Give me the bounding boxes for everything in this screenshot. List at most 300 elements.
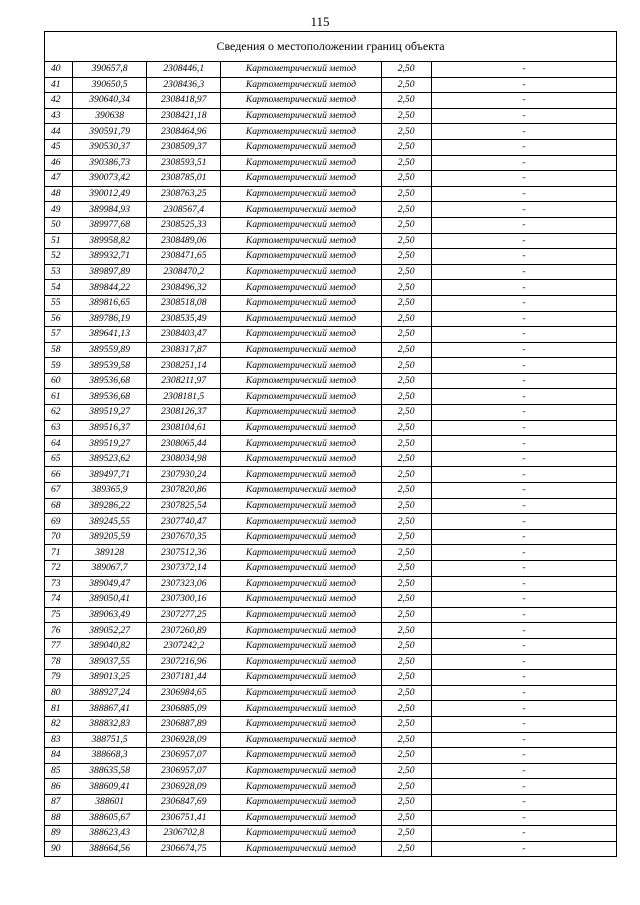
x-coordinate-cell: 390591,79 [73, 124, 147, 140]
point-number-cell: 53 [45, 264, 73, 280]
y-coordinate-cell: 2307825,54 [147, 498, 221, 514]
table-row [45, 685, 617, 701]
accuracy-cell: 2,50 [381, 405, 431, 421]
x-coordinate-cell: 389049,47 [73, 576, 147, 592]
description-cell: - [431, 607, 616, 623]
point-number-cell: 90 [45, 841, 73, 857]
method-cell: Картометрический метод [221, 545, 381, 561]
table-row [45, 545, 617, 561]
y-coordinate-cell: 2306984,65 [147, 685, 221, 701]
description-cell: - [431, 155, 616, 171]
x-coordinate-cell: 389516,37 [73, 420, 147, 436]
table-row [45, 701, 617, 717]
method-cell: Картометрический метод [221, 233, 381, 249]
x-coordinate-cell: 389040,82 [73, 638, 147, 654]
description-cell: - [431, 529, 616, 545]
description-cell: - [431, 810, 616, 826]
point-number-cell: 61 [45, 389, 73, 405]
y-coordinate-cell: 2307181,44 [147, 670, 221, 686]
method-cell: Картометрический метод [221, 748, 381, 764]
description-cell: - [431, 701, 616, 717]
accuracy-cell: 2,50 [381, 186, 431, 202]
point-number-cell: 72 [45, 561, 73, 577]
x-coordinate-cell: 389497,71 [73, 467, 147, 483]
y-coordinate-cell: 2308464,96 [147, 124, 221, 140]
description-cell: - [431, 233, 616, 249]
description-cell: - [431, 249, 616, 265]
description-cell: - [431, 592, 616, 608]
method-cell: Картометрический метод [221, 467, 381, 483]
description-cell: - [431, 794, 616, 810]
accuracy-cell: 2,50 [381, 62, 431, 78]
x-coordinate-cell: 389523,62 [73, 451, 147, 467]
point-number-cell: 44 [45, 124, 73, 140]
method-cell: Картометрический метод [221, 826, 381, 842]
accuracy-cell: 2,50 [381, 171, 431, 187]
point-number-cell: 87 [45, 794, 73, 810]
method-cell: Картометрический метод [221, 701, 381, 717]
table-row [45, 202, 617, 218]
accuracy-cell: 2,50 [381, 342, 431, 358]
table-row [45, 373, 617, 389]
table-row [45, 529, 617, 545]
accuracy-cell: 2,50 [381, 607, 431, 623]
accuracy-cell: 2,50 [381, 841, 431, 857]
description-cell: - [431, 483, 616, 499]
table-row [45, 716, 617, 732]
y-coordinate-cell: 2308446,1 [147, 62, 221, 78]
description-cell: - [431, 420, 616, 436]
y-coordinate-cell: 2307512,36 [147, 545, 221, 561]
method-cell: Картометрический метод [221, 529, 381, 545]
point-number-cell: 58 [45, 342, 73, 358]
method-cell: Картометрический метод [221, 373, 381, 389]
point-number-cell: 48 [45, 186, 73, 202]
table-row [45, 810, 617, 826]
point-number-cell: 43 [45, 108, 73, 124]
table-row [45, 420, 617, 436]
y-coordinate-cell: 2307260,89 [147, 623, 221, 639]
description-cell: - [431, 311, 616, 327]
x-coordinate-cell: 389245,55 [73, 514, 147, 530]
point-number-cell: 59 [45, 358, 73, 374]
accuracy-cell: 2,50 [381, 810, 431, 826]
table-row [45, 124, 617, 140]
method-cell: Картометрический метод [221, 249, 381, 265]
accuracy-cell: 2,50 [381, 794, 431, 810]
table-row [45, 467, 617, 483]
x-coordinate-cell: 389641,13 [73, 327, 147, 343]
table-row [45, 280, 617, 296]
y-coordinate-cell: 2308470,2 [147, 264, 221, 280]
method-cell: Картометрический метод [221, 592, 381, 608]
y-coordinate-cell: 2308535,49 [147, 311, 221, 327]
accuracy-cell: 2,50 [381, 638, 431, 654]
method-cell: Картометрический метод [221, 794, 381, 810]
x-coordinate-cell: 389977,68 [73, 217, 147, 233]
method-cell: Картометрический метод [221, 171, 381, 187]
accuracy-cell: 2,50 [381, 249, 431, 265]
table-row [45, 217, 617, 233]
accuracy-cell: 2,50 [381, 732, 431, 748]
x-coordinate-cell: 390012,49 [73, 186, 147, 202]
table-row [45, 748, 617, 764]
table-row [45, 93, 617, 109]
y-coordinate-cell: 2308034,98 [147, 451, 221, 467]
method-cell: Картометрический метод [221, 155, 381, 171]
method-cell: Картометрический метод [221, 405, 381, 421]
table-row [45, 576, 617, 592]
table-row [45, 264, 617, 280]
accuracy-cell: 2,50 [381, 436, 431, 452]
x-coordinate-cell: 390650,5 [73, 77, 147, 93]
point-number-cell: 77 [45, 638, 73, 654]
method-cell: Картометрический метод [221, 451, 381, 467]
point-number-cell: 66 [45, 467, 73, 483]
y-coordinate-cell: 2308509,37 [147, 139, 221, 155]
x-coordinate-cell: 388668,3 [73, 748, 147, 764]
description-cell: - [431, 576, 616, 592]
method-cell: Картометрический метод [221, 342, 381, 358]
description-cell: - [431, 186, 616, 202]
x-coordinate-cell: 389786,19 [73, 311, 147, 327]
description-cell: - [431, 139, 616, 155]
y-coordinate-cell: 2308418,97 [147, 93, 221, 109]
method-cell: Картометрический метод [221, 670, 381, 686]
method-cell: Картометрический метод [221, 62, 381, 78]
x-coordinate-cell: 389897,89 [73, 264, 147, 280]
description-cell: - [431, 467, 616, 483]
table-row [45, 342, 617, 358]
table-row [45, 623, 617, 639]
y-coordinate-cell: 2306887,89 [147, 716, 221, 732]
accuracy-cell: 2,50 [381, 467, 431, 483]
description-cell: - [431, 62, 616, 78]
x-coordinate-cell: 388832,83 [73, 716, 147, 732]
y-coordinate-cell: 2308763,25 [147, 186, 221, 202]
method-cell: Картометрический метод [221, 654, 381, 670]
method-cell: Картометрический метод [221, 139, 381, 155]
method-cell: Картометрический метод [221, 483, 381, 499]
y-coordinate-cell: 2308251,14 [147, 358, 221, 374]
table-row [45, 483, 617, 499]
method-cell: Картометрический метод [221, 327, 381, 343]
accuracy-cell: 2,50 [381, 108, 431, 124]
table-row [45, 77, 617, 93]
accuracy-cell: 2,50 [381, 124, 431, 140]
y-coordinate-cell: 2308593,51 [147, 155, 221, 171]
description-cell: - [431, 638, 616, 654]
x-coordinate-cell: 388623,43 [73, 826, 147, 842]
accuracy-cell: 2,50 [381, 592, 431, 608]
method-cell: Картометрический метод [221, 810, 381, 826]
accuracy-cell: 2,50 [381, 358, 431, 374]
y-coordinate-cell: 2307242,2 [147, 638, 221, 654]
table-row [45, 327, 617, 343]
method-cell: Картометрический метод [221, 264, 381, 280]
method-cell: Картометрический метод [221, 389, 381, 405]
point-number-cell: 83 [45, 732, 73, 748]
description-cell: - [431, 389, 616, 405]
accuracy-cell: 2,50 [381, 373, 431, 389]
accuracy-cell: 2,50 [381, 826, 431, 842]
description-cell: - [431, 436, 616, 452]
y-coordinate-cell: 2307670,35 [147, 529, 221, 545]
point-number-cell: 68 [45, 498, 73, 514]
accuracy-cell: 2,50 [381, 670, 431, 686]
accuracy-cell: 2,50 [381, 623, 431, 639]
point-number-cell: 51 [45, 233, 73, 249]
point-number-cell: 84 [45, 748, 73, 764]
y-coordinate-cell: 2307740,47 [147, 514, 221, 530]
x-coordinate-cell: 389063,49 [73, 607, 147, 623]
x-coordinate-cell: 389205,59 [73, 529, 147, 545]
accuracy-cell: 2,50 [381, 139, 431, 155]
description-cell: - [431, 561, 616, 577]
x-coordinate-cell: 389013,25 [73, 670, 147, 686]
description-cell: - [431, 451, 616, 467]
method-cell: Картометрический метод [221, 763, 381, 779]
point-number-cell: 75 [45, 607, 73, 623]
description-cell: - [431, 342, 616, 358]
description-cell: - [431, 685, 616, 701]
table-row [45, 186, 617, 202]
y-coordinate-cell: 2308317,87 [147, 342, 221, 358]
table-row [45, 171, 617, 187]
accuracy-cell: 2,50 [381, 576, 431, 592]
description-cell: - [431, 748, 616, 764]
y-coordinate-cell: 2306751,41 [147, 810, 221, 826]
y-coordinate-cell: 2307300,16 [147, 592, 221, 608]
method-cell: Картометрический метод [221, 685, 381, 701]
point-number-cell: 62 [45, 405, 73, 421]
table-row [45, 139, 617, 155]
y-coordinate-cell: 2308181,5 [147, 389, 221, 405]
method-cell: Картометрический метод [221, 841, 381, 857]
description-cell: - [431, 93, 616, 109]
description-cell: - [431, 405, 616, 421]
accuracy-cell: 2,50 [381, 77, 431, 93]
accuracy-cell: 2,50 [381, 545, 431, 561]
table-row [45, 732, 617, 748]
table-row [45, 436, 617, 452]
table-row [45, 592, 617, 608]
x-coordinate-cell: 389052,27 [73, 623, 147, 639]
description-cell: - [431, 841, 616, 857]
x-coordinate-cell: 390640,34 [73, 93, 147, 109]
description-cell: - [431, 217, 616, 233]
y-coordinate-cell: 2308567,4 [147, 202, 221, 218]
x-coordinate-cell: 388601 [73, 794, 147, 810]
x-coordinate-cell: 389286,22 [73, 498, 147, 514]
accuracy-cell: 2,50 [381, 420, 431, 436]
table-row [45, 249, 617, 265]
point-number-cell: 78 [45, 654, 73, 670]
table-row [45, 763, 617, 779]
y-coordinate-cell: 2308525,33 [147, 217, 221, 233]
y-coordinate-cell: 2308403,47 [147, 327, 221, 343]
accuracy-cell: 2,50 [381, 654, 431, 670]
method-cell: Картометрический метод [221, 124, 381, 140]
table-row [45, 670, 617, 686]
method-cell: Картометрический метод [221, 498, 381, 514]
y-coordinate-cell: 2307277,25 [147, 607, 221, 623]
point-number-cell: 42 [45, 93, 73, 109]
table-row [45, 779, 617, 795]
description-cell: - [431, 670, 616, 686]
accuracy-cell: 2,50 [381, 155, 431, 171]
method-cell: Картометрический метод [221, 77, 381, 93]
x-coordinate-cell: 388605,67 [73, 810, 147, 826]
y-coordinate-cell: 2307820,86 [147, 483, 221, 499]
description-cell: - [431, 295, 616, 311]
x-coordinate-cell: 389958,82 [73, 233, 147, 249]
point-number-cell: 74 [45, 592, 73, 608]
method-cell: Картометрический метод [221, 576, 381, 592]
x-coordinate-cell: 389559,89 [73, 342, 147, 358]
x-coordinate-cell: 388927,24 [73, 685, 147, 701]
accuracy-cell: 2,50 [381, 93, 431, 109]
point-number-cell: 76 [45, 623, 73, 639]
description-cell: - [431, 280, 616, 296]
table-row [45, 405, 617, 421]
accuracy-cell: 2,50 [381, 233, 431, 249]
point-number-cell: 47 [45, 171, 73, 187]
point-number-cell: 70 [45, 529, 73, 545]
y-coordinate-cell: 2308065,44 [147, 436, 221, 452]
accuracy-cell: 2,50 [381, 685, 431, 701]
x-coordinate-cell: 389050,41 [73, 592, 147, 608]
table-row [45, 389, 617, 405]
y-coordinate-cell: 2308785,01 [147, 171, 221, 187]
y-coordinate-cell: 2306957,07 [147, 763, 221, 779]
x-coordinate-cell: 390657,8 [73, 62, 147, 78]
method-cell: Картометрический метод [221, 623, 381, 639]
y-coordinate-cell: 2306928,09 [147, 732, 221, 748]
point-number-cell: 89 [45, 826, 73, 842]
accuracy-cell: 2,50 [381, 264, 431, 280]
method-cell: Картометрический метод [221, 358, 381, 374]
y-coordinate-cell: 2306674,75 [147, 841, 221, 857]
description-cell: - [431, 327, 616, 343]
point-number-cell: 52 [45, 249, 73, 265]
y-coordinate-cell: 2307372,14 [147, 561, 221, 577]
table-row [45, 498, 617, 514]
accuracy-cell: 2,50 [381, 529, 431, 545]
x-coordinate-cell: 389816,65 [73, 295, 147, 311]
accuracy-cell: 2,50 [381, 763, 431, 779]
x-coordinate-cell: 390530,37 [73, 139, 147, 155]
method-cell: Картометрический метод [221, 779, 381, 795]
y-coordinate-cell: 2306928,09 [147, 779, 221, 795]
point-number-cell: 46 [45, 155, 73, 171]
method-cell: Картометрический метод [221, 420, 381, 436]
description-cell: - [431, 545, 616, 561]
x-coordinate-cell: 389984,93 [73, 202, 147, 218]
x-coordinate-cell: 389536,68 [73, 373, 147, 389]
description-cell: - [431, 732, 616, 748]
point-number-cell: 69 [45, 514, 73, 530]
description-cell: - [431, 358, 616, 374]
x-coordinate-cell: 390073,42 [73, 171, 147, 187]
accuracy-cell: 2,50 [381, 716, 431, 732]
method-cell: Картометрический метод [221, 280, 381, 296]
point-number-cell: 54 [45, 280, 73, 296]
method-cell: Картометрический метод [221, 607, 381, 623]
table-row [45, 62, 617, 78]
description-cell: - [431, 716, 616, 732]
x-coordinate-cell: 389519,27 [73, 405, 147, 421]
table-row [45, 826, 617, 842]
point-number-cell: 86 [45, 779, 73, 795]
y-coordinate-cell: 2307930,24 [147, 467, 221, 483]
x-coordinate-cell: 390638 [73, 108, 147, 124]
point-number-cell: 64 [45, 436, 73, 452]
table-title: Сведения о местоположении границ объекта [45, 32, 617, 62]
accuracy-cell: 2,50 [381, 748, 431, 764]
accuracy-cell: 2,50 [381, 311, 431, 327]
point-number-cell: 45 [45, 139, 73, 155]
table-row [45, 607, 617, 623]
x-coordinate-cell: 389539,58 [73, 358, 147, 374]
point-number-cell: 40 [45, 62, 73, 78]
y-coordinate-cell: 2306957,07 [147, 748, 221, 764]
point-number-cell: 88 [45, 810, 73, 826]
accuracy-cell: 2,50 [381, 514, 431, 530]
table-title-row [45, 32, 617, 62]
y-coordinate-cell: 2307216,96 [147, 654, 221, 670]
table-row [45, 561, 617, 577]
table-row [45, 311, 617, 327]
table-row [45, 233, 617, 249]
method-cell: Картометрический метод [221, 514, 381, 530]
table-row [45, 654, 617, 670]
point-number-cell: 73 [45, 576, 73, 592]
point-number-cell: 82 [45, 716, 73, 732]
accuracy-cell: 2,50 [381, 779, 431, 795]
accuracy-cell: 2,50 [381, 389, 431, 405]
x-coordinate-cell: 388635,58 [73, 763, 147, 779]
y-coordinate-cell: 2308518,08 [147, 295, 221, 311]
method-cell: Картометрический метод [221, 638, 381, 654]
accuracy-cell: 2,50 [381, 451, 431, 467]
description-cell: - [431, 763, 616, 779]
y-coordinate-cell: 2308489,06 [147, 233, 221, 249]
method-cell: Картометрический метод [221, 186, 381, 202]
x-coordinate-cell: 389844,22 [73, 280, 147, 296]
point-number-cell: 41 [45, 77, 73, 93]
x-coordinate-cell: 388751,5 [73, 732, 147, 748]
method-cell: Картометрический метод [221, 217, 381, 233]
accuracy-cell: 2,50 [381, 295, 431, 311]
point-number-cell: 85 [45, 763, 73, 779]
description-cell: - [431, 498, 616, 514]
point-number-cell: 60 [45, 373, 73, 389]
point-number-cell: 65 [45, 451, 73, 467]
x-coordinate-cell: 388609,41 [73, 779, 147, 795]
y-coordinate-cell: 2307323,06 [147, 576, 221, 592]
description-cell: - [431, 77, 616, 93]
x-coordinate-cell: 389536,68 [73, 389, 147, 405]
description-cell: - [431, 373, 616, 389]
point-number-cell: 63 [45, 420, 73, 436]
method-cell: Картометрический метод [221, 436, 381, 452]
description-cell: - [431, 826, 616, 842]
x-coordinate-cell: 390386,73 [73, 155, 147, 171]
point-number-cell: 81 [45, 701, 73, 717]
table-row [45, 358, 617, 374]
table-row [45, 451, 617, 467]
